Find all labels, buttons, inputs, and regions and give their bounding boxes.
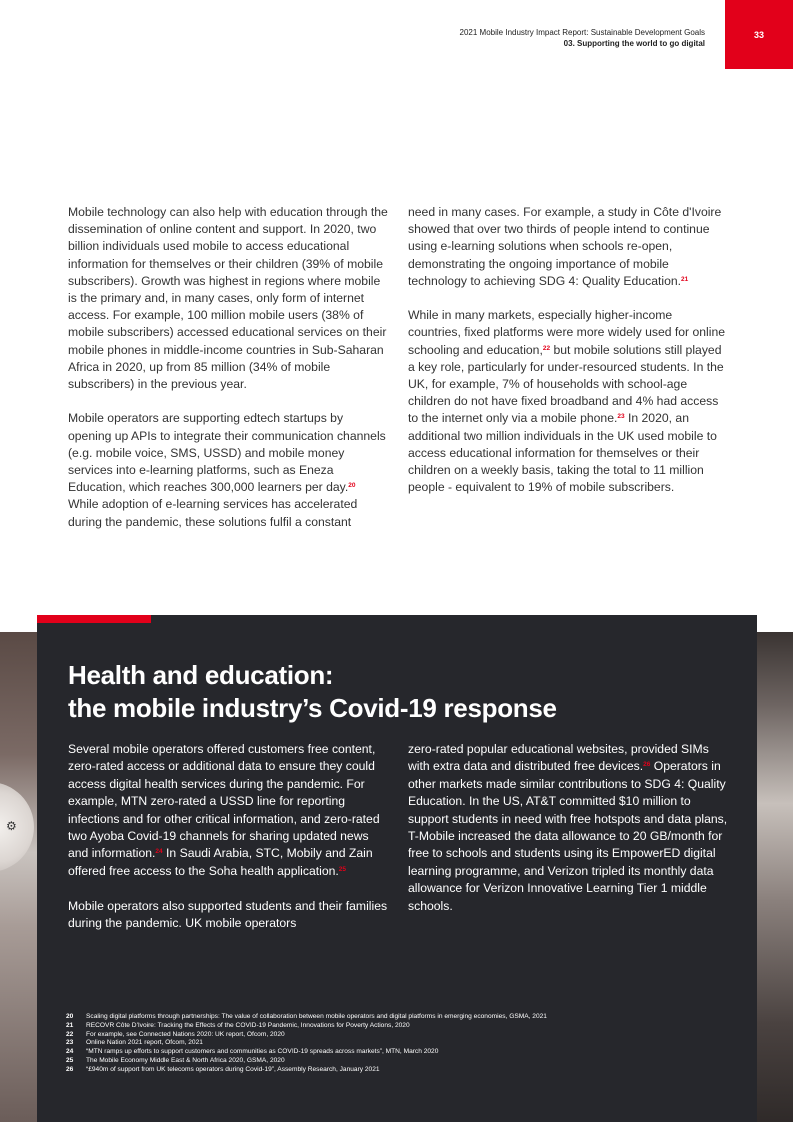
footnote-ref: 26 <box>643 761 651 769</box>
footnotes <box>66 1013 746 1075</box>
footnote: 21 RECOVR Côte D'Ivoire: Tracking the Effects of the COVID-19 Pandemic, Innovations for Poverty Actions, 2020 <box>66 1021 410 1029</box>
running-header <box>460 27 705 49</box>
badge-icon: ⚙ <box>6 819 17 833</box>
paragraph: Mobile technology can also help with education through the dissemination of online content and support. In 2020, two billion individuals used mobile to access educational information for themselves or their children (39% of mobile subscribers). Growth was highest in regions where mobile is the primary and, in many cases, only form of internet access. For example, 100 million mobile users (38% of mobile subscribers) accessed educational services on their mobile phones in middle-income countries in Sub-Saharan Africa in 2020, up from 85 million (34% of mobile subscribers) in the previous year. <box>68 205 388 392</box>
footnote: 25 The Mobile Economy Middle East & North Africa 2020, GSMA, 2020 <box>66 1056 285 1064</box>
footnote: 24 “MTN ramps up efforts to support customers and communities as COVID-19 spreads across markets”, MTN, March 2020 <box>66 1048 439 1056</box>
footnote: 22 For example, see Connected Nations 2020: UK report, Ofcom, 2020 <box>66 1030 285 1038</box>
report-title: 2021 Mobile Industry Impact Report: Sustainable Development Goals <box>459 28 705 37</box>
footnote-ref: 22 <box>542 344 551 352</box>
footnote-ref: 23 <box>617 413 625 421</box>
paragraph: Mobile operators are supporting edtech startups by opening up APIs to integrate their communication channels (e.g. mobile voice, SMS, USSD) and mobile money services into e-learning platforms, such as Eneza Education, which reaches 300,000 learners per day.$^{20}$ While adoption of e-learning services has accelerated during the pandemic, these solutions fulfil a constant <box>68 411 386 529</box>
paragraph: While in many markets, especially higher-income countries, fixed platforms were more widely used for online schooling and education,$^{22}$ but mobile solutions still played a key role, particularly for under-resourced students. In the UK, for example, 7% of households with school-age children do not have fixed broadband and 4% had access to the internet only via a mobile phone.$^{23}$ In 2020, an additional two million individuals in the UK used mobile to access educational information for themselves or their children on a weekly basis, taking the total to 11 million people - equivalent to 19% of mobile subscribers. <box>408 308 726 495</box>
section-title: 03. Supporting the world to go digital <box>563 39 705 48</box>
paragraph: Several mobile operators offered customers free content, zero-rated access or additional data to ensure they could access digital health services during the pandemic. For example, MTN zero-rated a USSD line for reporting infections and for other critical information, and zero-rated two Ayoba Covid-19 channels for sharing updated news and information.$^{24}$ In Saudi Arabia, STC, Mobily and Zain offered free access to the Soha health application.$^{25}$ <box>68 742 380 878</box>
paragraph: Mobile operators also supported students and their families during the pandemic. UK mobile operators <box>68 898 388 931</box>
footnote-ref: 24 <box>155 848 163 856</box>
panel-heading: Health and education: the mobile industry’s Covid-19 response <box>68 660 557 723</box>
footnote-ref: 25 <box>338 865 347 873</box>
panel-column-left <box>68 741 388 950</box>
background-photo-right <box>757 632 793 1122</box>
footnote: 20 Scaling digital platforms through partnerships: The value of collaboration between mobile operators and digital platforms in emerging economies, GSMA, 2021 <box>66 1013 547 1020</box>
body-column-left <box>68 204 388 548</box>
paragraph: need in many cases. For example, a study in Côte d'Ivoire showed that over two thirds of people intend to continue using e-learning solutions when schools re-open, demonstrating the ongoing importance of mobile technology to achieving SDG 4: Quality Education.$^{21}$ <box>408 205 722 288</box>
covid-response-panel <box>37 615 757 1122</box>
background-photo-left <box>0 632 37 1122</box>
body-column-right <box>408 204 728 514</box>
footnote: 23 Online Nation 2021 report, Ofcom, 2021 <box>66 1039 203 1047</box>
paragraph: zero-rated popular educational websites, provided SIMs with extra data and distributed free devices.$^{26}$ Operators in other markets made similar contributions to SDG 4: Quality Education. In the US, AT&T committed $10 million to support students in need with free hotspots and data plans, T-Mobile increased the data allowance to 20 GB/month for free to schools and students using its EmpowerED digital learning programme, and Verizon tripled its monthly data allowance for Verizon Innovative Learning Tier 1 middle schools. <box>408 742 728 913</box>
footnote-ref: 20 <box>348 482 356 490</box>
panel-column-right <box>408 741 728 932</box>
footnote: 26 “£940m of support from UK telecoms operators during Covid-19”, Assembly Research, January 2021 <box>66 1065 380 1073</box>
page-number: 33 <box>725 0 793 69</box>
footnote-ref: 21 <box>681 275 689 283</box>
accent-bar <box>37 615 151 623</box>
